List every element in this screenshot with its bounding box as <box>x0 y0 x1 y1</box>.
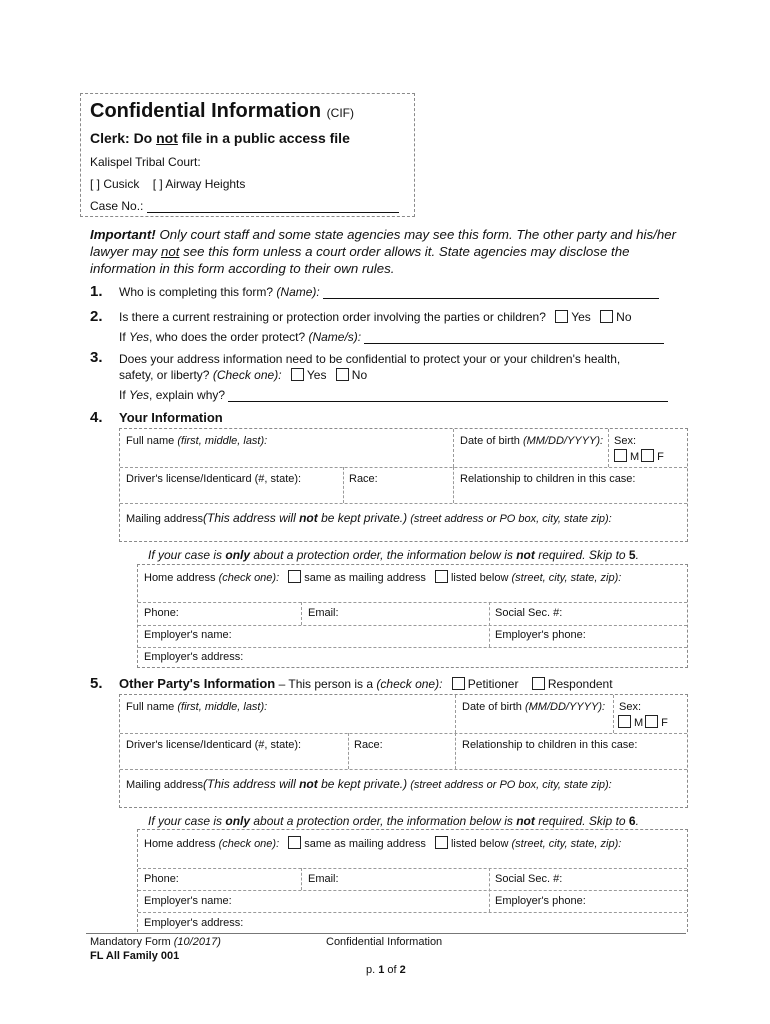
case-number <box>90 199 399 213</box>
q5-number: 5. <box>90 675 103 692</box>
q4-relationship[interactable]: Relationship to children in this case: <box>460 473 636 485</box>
q4-address-grid <box>137 564 688 668</box>
q1-name-field[interactable] <box>323 286 659 299</box>
q5-home-address <box>144 836 621 850</box>
q4-skip-only: only <box>225 548 251 562</box>
q5-sex-label: Sex: <box>619 701 642 713</box>
q4-employer-phone[interactable]: Employer's phone: <box>495 629 586 641</box>
q4-license[interactable]: Driver's license/Identicard (#, state): <box>126 473 302 485</box>
q5-full-name-label: Full name <box>126 701 175 713</box>
q5-race[interactable]: Race: <box>354 739 383 751</box>
form-title-suffix: (CIF) <box>326 106 354 120</box>
q3-yes-label: Yes <box>306 368 327 382</box>
q4-dob[interactable] <box>460 435 603 447</box>
q4-same-label: same as mailing address <box>304 572 426 584</box>
q5-mailing-label: Mailing address <box>126 779 204 791</box>
important-not: not <box>160 244 180 259</box>
q5-hint: (check one): <box>376 677 443 691</box>
court-option-airway-heights[interactable]: [ ] Airway Heights <box>152 177 246 191</box>
q5-employer-address[interactable]: Employer's address: <box>144 917 244 929</box>
q5-skip-only: only <box>225 814 251 828</box>
q3-follow-text: , explain why? <box>149 388 226 402</box>
clerk-prefix: Clerk: Do <box>90 130 157 146</box>
important-lead: Important! <box>90 227 156 242</box>
q4-sex-options <box>612 449 664 463</box>
q4-home-address <box>144 570 621 584</box>
q4-mailing[interactable] <box>126 511 612 525</box>
q4-ssn[interactable]: Social Sec. #: <box>495 607 563 619</box>
q2-no-checkbox[interactable] <box>600 310 613 323</box>
q5-skip-post: required. Skip to <box>534 814 629 828</box>
q4-sex-f-label: F <box>657 451 664 463</box>
q4-skip-not: not <box>516 548 535 562</box>
q4-home-label: Home address <box>144 572 216 584</box>
q5-sex-m-label: M <box>634 717 644 729</box>
q1-question <box>119 285 659 299</box>
q4-dob-label: Date of birth <box>460 435 520 447</box>
q5-home-label: Home address <box>144 838 216 850</box>
q1-hint: (Name): <box>276 285 320 299</box>
page-total: 2 <box>399 964 406 976</box>
q5-listed-hint: (street, city, state, zip): <box>511 838 622 850</box>
form-title <box>90 100 354 123</box>
q4-listed-checkbox[interactable] <box>435 570 448 583</box>
q4-full-name[interactable] <box>126 435 267 447</box>
important-notice <box>90 226 690 277</box>
q5-respondent-checkbox[interactable] <box>532 677 545 690</box>
q3-explain-field[interactable] <box>228 389 668 402</box>
case-number-label: Case No.: <box>90 199 144 213</box>
q3-followup <box>119 388 668 402</box>
q5-mailing-paren-2: be kept private.) <box>317 777 408 791</box>
footer-code: FL All Family 001 <box>90 950 180 962</box>
q5-dob-hint: (MM/DD/YYYY): <box>524 701 606 713</box>
clerk-not: not <box>156 130 178 146</box>
q4-phone[interactable]: Phone: <box>144 607 179 619</box>
q5-mailing[interactable] <box>126 777 612 791</box>
q4-grid <box>119 428 688 542</box>
q5-sex-m-checkbox[interactable] <box>618 715 631 728</box>
q2-names-field[interactable] <box>364 331 664 344</box>
q5-phone[interactable]: Phone: <box>144 873 179 885</box>
q3-yes-checkbox[interactable] <box>291 368 304 381</box>
q4-same-checkbox[interactable] <box>288 570 301 583</box>
q4-dob-hint: (MM/DD/YYYY): <box>522 435 604 447</box>
q5-dob-label: Date of birth <box>462 701 522 713</box>
important-text-1: Only court staff and some state agencies may see this form. The other party and his/her lawyer may <box>90 227 677 259</box>
q5-dob[interactable] <box>462 701 605 713</box>
q4-mailing-hint: (street address or PO box, city, state zip): <box>410 513 612 525</box>
important-text-2: see this form unless a court order allows it. State agencies may disclose the information in this form according to their own rules. <box>90 244 630 276</box>
q2-follow-prefix: If <box>119 330 130 344</box>
q4-mailing-not: not <box>299 511 318 525</box>
q4-employer[interactable]: Employer's name: <box>144 629 232 641</box>
page-current: 1 <box>378 964 385 976</box>
case-number-field[interactable] <box>147 200 399 213</box>
q4-skip-note <box>148 548 639 562</box>
q4-mailing-label: Mailing address <box>126 513 204 525</box>
q5-grid <box>119 694 688 808</box>
q4-listed-hint: (street, city, state, zip): <box>511 572 622 584</box>
footer-form-label: Mandatory Form <box>90 936 171 948</box>
q4-employer-address[interactable]: Employer's address: <box>144 651 244 663</box>
q4-skip-post: required. Skip to <box>534 548 629 562</box>
q2-no-label: No <box>616 310 632 324</box>
q4-full-name-hint: (first, middle, last): <box>177 435 268 447</box>
q2-yes-label: Yes <box>571 310 591 324</box>
q4-skip-end: . <box>635 548 639 562</box>
q5-petitioner-checkbox[interactable] <box>452 677 465 690</box>
q5-skip-pre: If your case is <box>148 814 226 828</box>
q4-sex-m-label: M <box>630 451 640 463</box>
footer-rule <box>86 933 686 934</box>
q3-number: 3. <box>90 349 103 366</box>
q5-skip-mid: about a protection order, the information below is <box>250 814 517 828</box>
q1-text: Who is completing this form? <box>119 285 274 299</box>
q4-sex-label: Sex: <box>614 435 637 447</box>
page-prefix: p. <box>366 964 379 976</box>
q5-email[interactable]: Email: <box>308 873 339 885</box>
q5-listed-checkbox[interactable] <box>435 836 448 849</box>
q5-full-name[interactable] <box>126 701 267 713</box>
q2-follow-text: , who does the order protect? <box>149 330 306 344</box>
q2-text: Is there a current restraining or protection order involving the parties or children? <box>119 310 546 324</box>
page-of: of <box>384 964 400 976</box>
q2-yes-checkbox[interactable] <box>555 310 568 323</box>
q5-mailing-hint: (street address or PO box, city, state zip): <box>410 779 612 791</box>
clerk-notice <box>90 130 350 146</box>
q4-race[interactable]: Race: <box>349 473 378 485</box>
q1-number: 1. <box>90 283 103 300</box>
q3-text: Does your address information need to be confidential to protect your or your children's health, <box>119 352 621 366</box>
q4-home-hint: (check one): <box>218 572 280 584</box>
q3-line-2 <box>119 368 367 382</box>
q4-mailing-paren-1: (This address will <box>203 511 300 525</box>
q5-skip-note <box>148 814 639 828</box>
q3-follow-yes: Yes <box>129 388 150 402</box>
q3-no-label: No <box>351 368 368 382</box>
q5-same-checkbox[interactable] <box>288 836 301 849</box>
q5-full-name-hint: (first, middle, last): <box>177 701 268 713</box>
q4-email[interactable]: Email: <box>308 607 339 619</box>
q5-mailing-not: not <box>299 777 318 791</box>
q5-listed-label: listed below <box>450 838 509 850</box>
q2-number: 2. <box>90 308 103 325</box>
q5-skip-end: . <box>635 814 639 828</box>
q2-follow-yes: Yes <box>129 330 150 344</box>
q5-dash: – This person is a <box>275 677 374 691</box>
q5-sex-options <box>616 715 668 729</box>
q2-question <box>119 310 632 324</box>
q5-sex-f-checkbox[interactable] <box>645 715 658 728</box>
court-options <box>90 177 245 191</box>
q4-skip-to: 5 <box>628 548 636 562</box>
page-number <box>366 964 406 976</box>
court-option-cusick[interactable]: [ ] Cusick <box>90 177 140 191</box>
q5-address-grid <box>137 829 688 932</box>
footer-center-title: Confidential Information <box>326 936 443 948</box>
q5-employer-phone[interactable]: Employer's phone: <box>495 895 586 907</box>
q5-license[interactable]: Driver's license/Identicard (#, state): <box>126 739 302 751</box>
q5-home-hint: (check one): <box>218 838 280 850</box>
q5-sex-f-label: F <box>661 717 668 729</box>
q4-sex-f-checkbox[interactable] <box>641 449 654 462</box>
q4-skip-pre: If your case is <box>148 548 226 562</box>
footer-form <box>90 936 221 948</box>
court-label: Kalispel Tribal Court: <box>90 155 201 169</box>
q3-no-checkbox[interactable] <box>336 368 349 381</box>
q5-respondent-label: Respondent <box>547 677 613 691</box>
q3-text-2: safety, or liberty? <box>119 368 210 382</box>
form-title-text: Confidential Information <box>90 100 322 122</box>
q4-skip-mid: about a protection order, the information below is <box>250 548 517 562</box>
q4-mailing-paren-2: be kept private.) <box>317 511 408 525</box>
q5-skip-not: not <box>516 814 535 828</box>
q5-employer[interactable]: Employer's name: <box>144 895 232 907</box>
q4-full-name-label: Full name <box>126 435 175 447</box>
q4-sex-m-checkbox[interactable] <box>614 449 627 462</box>
q4-listed-label: listed below <box>450 572 509 584</box>
q5-ssn[interactable]: Social Sec. #: <box>495 873 563 885</box>
q5-title-line <box>119 676 613 691</box>
q5-title: Other Party's Information <box>119 676 276 691</box>
q3-hint: (Check one): <box>212 368 282 382</box>
q4-title: Your Information <box>119 410 223 425</box>
q5-relationship[interactable]: Relationship to children in this case: <box>462 739 638 751</box>
q4-number: 4. <box>90 409 103 426</box>
q2-followup <box>119 330 664 344</box>
q5-skip-to: 6 <box>628 814 636 828</box>
q5-same-label: same as mailing address <box>304 838 426 850</box>
footer-form-date: (10/2017) <box>173 936 221 948</box>
q3-follow-prefix: If <box>119 388 130 402</box>
q2-follow-hint: (Name/s): <box>308 330 362 344</box>
q5-petitioner-label: Petitioner <box>467 677 519 691</box>
q5-mailing-paren-1: (This address will <box>203 777 300 791</box>
clerk-suffix: file in a public access file <box>177 130 350 146</box>
